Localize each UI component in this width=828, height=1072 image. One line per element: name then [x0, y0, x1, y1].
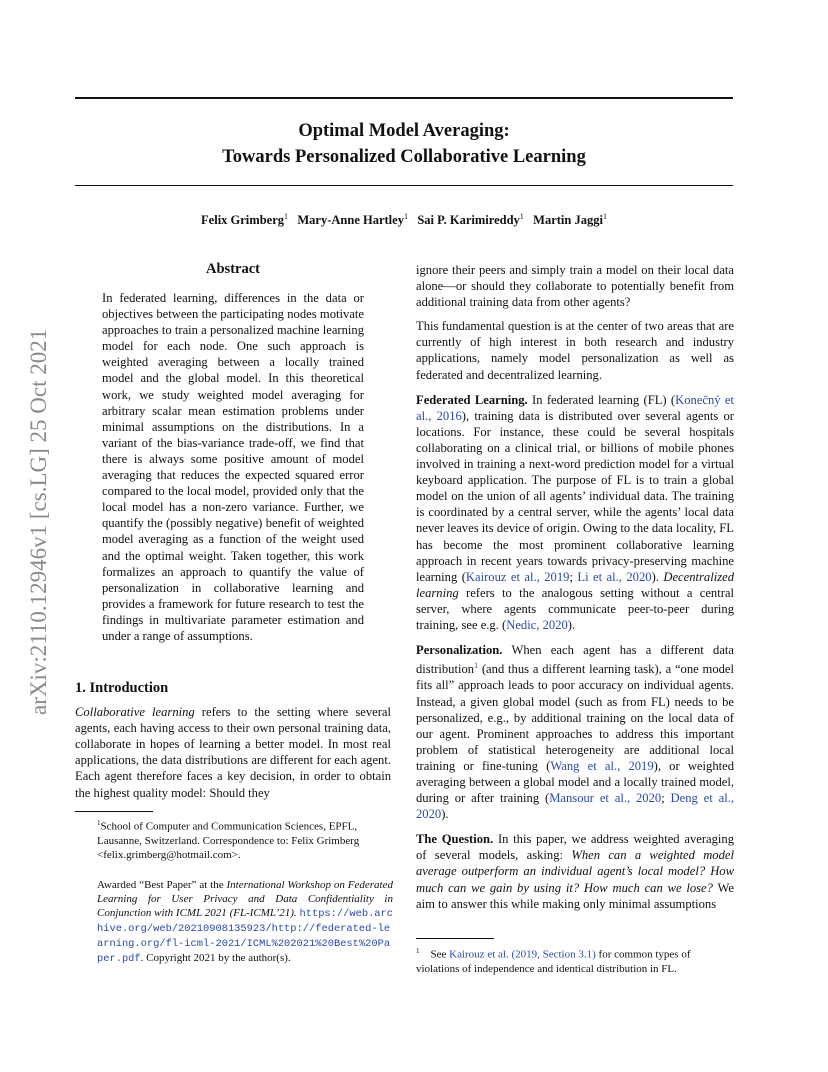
abstract-body: In federated learning, differences in the data or objectives between the participating nodes motivate approaches to train a personalized machine learning model for each node. One such approach is weighted averaging between a locally trained model and the global model. In this theoretical work, we study weighted model averaging for arbitrary scalar mean estimation problems under minimal assumptions on the distributions. In a variant of the bias-variance trade-off, we find that there is always some positive amount of model averaging that reduces the expected squared error compared to the local model, provided only that the local model has a non-zero variance. Further, we quantify the (possibly negative) benefit of weighted model averaging as a function of the weight used and the optimal weight. Taken together, this work formalizes an approach to quantify the value of personalization in collaborative learning and provides a framework for future research to test the findings in multivariate parameter estimation and under a range of assumptions. [102, 291, 364, 643]
author-list [75, 212, 733, 228]
citation-link[interactable]: Li et al., 2020 [577, 569, 652, 584]
paper-title [75, 118, 733, 170]
top-rule [75, 97, 733, 99]
intro-paragraph: Collaborative learning refers to the setting where several agents, each having access to their own personal training data, collaborate in hopes of learning a better model. In most real applications, the data distributions are different for each agent. Each agent therefore faces a key decision, in order to obtain the highest quality model: Should they [75, 705, 391, 800]
personalization-paragraph: Personalization. When each agent has a different data distribution$^1$ (and thus a different learning task), a “one model fits all” approach leads to poor accuracy on individual agents. Instead, a given global model (such as from FL) needs to be personalized, e.g., by additional training on the local data of our agent. Prominent approaches to address this important problem of statistical heterogeneity are additional local training or fine-tuning (Wang et al., 2019), or weighted averaging between a global model and a locally trained model, during or after training (Mansour et al., 2020; Deng et al., 2020). [416, 643, 734, 822]
award-link[interactable]: https://web.archive.org/web/20210908135923/http://federated-learning.org/fl-icml-2021/ICML%202021%20Best%20Paper.pdf [97, 908, 394, 965]
footnote-separator [75, 811, 153, 812]
footnote-ref[interactable]: 1 [474, 661, 479, 671]
citation-link[interactable]: Mansour et al., 2020 [549, 791, 662, 806]
citation-link[interactable]: Nedic, 2020 [506, 617, 568, 632]
arxiv-identifier: arXiv:2110.12946v1 [cs.LG] 25 Oct 2021 [26, 328, 51, 716]
award-note: Awarded “Best Paper” at the International Workshop on Federated Learning for User Privacy and Data Confidentiality in Conjunction with ICML 2021 (FL-ICML’21). https://web.archive.org/web/20210908135923/http://federated-learning.org/fl-icml-2021/ICML%202021%20Best%20Paper.pdf. Copyright 2021 by the author(s). [97, 879, 394, 965]
intro-heading: 1. Introduction [75, 680, 169, 696]
federated-learning-paragraph: Federated Learning. In federated learning (FL) (Konečný et al., 2016), training data is distributed over several agents or locations. For instance, these could be several hospitals collaborating on a clinical trial, or billions of mobile phones involved in training a next-word prediction model for a virtual keyboard application. The purpose of FL is to train a global model on the union of all agents’ individual data. The training is coordinated by a central server, while the agents’ local data never leaves its device of origin. Owing to the data locality, FL has become the most prominent collaborative learning approach in recent years towards privacy-preserving machine learning (Kairouz et al., 2019; Li et al., 2020). Decentralized learning refers to the analogous setting without a central server, where agents communicate peer-to-peer during training, see e.g. (Nedic, 2020). [416, 392, 735, 632]
title-line-2: Towards Personalized Collaborative Learning [222, 147, 586, 167]
author: Felix Grimberg$^1$ [201, 212, 288, 228]
bottom-rule [75, 185, 733, 186]
paragraph: This fundamental question is at the center of two areas that are currently of high interest in both research and industry applications, namely model personalization as well as federated and decentralized learning. [416, 319, 734, 382]
footnote-separator [416, 938, 494, 939]
citation-link[interactable]: Kairouz et al. (2019, Section 3.1) [449, 948, 596, 961]
citation-link[interactable]: Deng et al., 2020 [416, 791, 734, 822]
citation-link[interactable]: Wang et al., 2019 [550, 758, 654, 773]
intro-section [75, 680, 391, 801]
heterogeneity-footnote: $^1$ See Kairouz et al. (2019, Section 3.1) for common types of violations of independence and identical distribution in FL. [416, 947, 691, 975]
question-paragraph: The Question. In this paper, we address weighted averaging of several models, asking: When can a weighted model average outperform an individual agent’s local model? How much can we gain by using it? How much can we lose? We aim to answer this while making only minimal assumptions [416, 832, 735, 911]
affiliation-footnote: $^1$School of Computer and Communication Sciences, EPFL, Lausanne, Switzerland. Correspondence to: Felix Grimberg <felix.grimberg@hotmail.com>. [97, 819, 360, 861]
paragraph: ignore their peers and simply train a model on their local data alone—or should they collaborate to potentially benefit from additional training data from other agents? [416, 263, 734, 310]
right-column [416, 262, 734, 912]
citation-link[interactable]: Konečný et al., 2016 [416, 392, 735, 423]
author: Martin Jaggi$^1$ [533, 212, 607, 228]
author: Mary-Anne Hartley$^1$ [297, 212, 408, 228]
author: Sai P. Karimireddy$^1$ [417, 212, 524, 228]
citation-link[interactable]: Kairouz et al., 2019 [465, 569, 570, 584]
title-line-1: Optimal Model Averaging: [298, 121, 510, 141]
abstract-heading: Abstract [206, 261, 260, 277]
